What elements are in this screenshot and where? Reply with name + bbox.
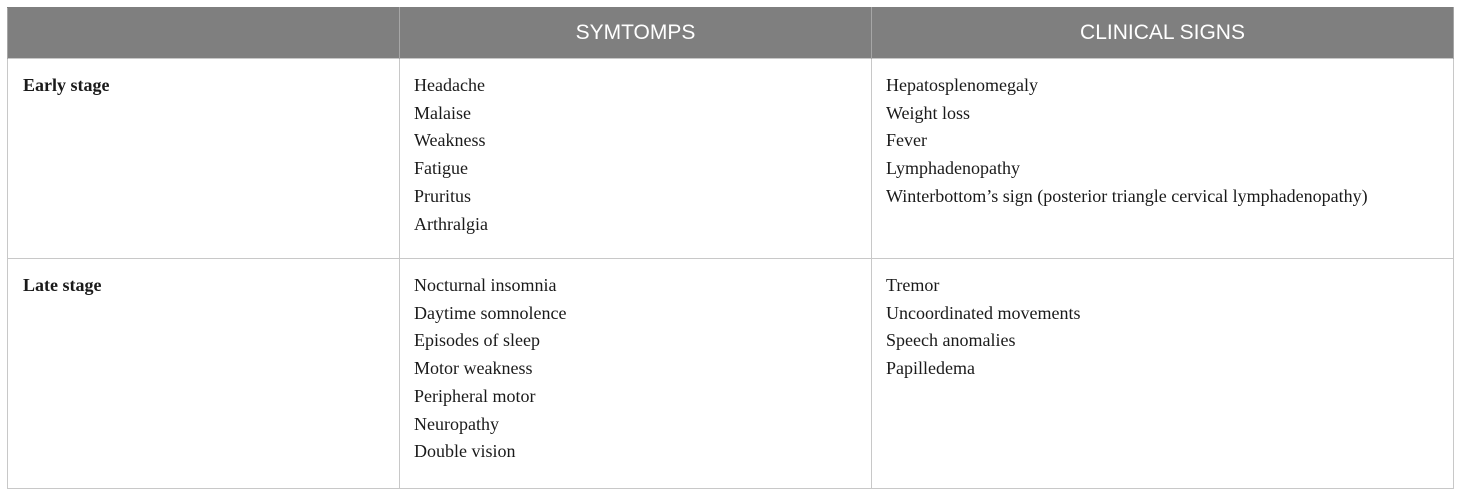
list-item: Papilledema: [886, 358, 975, 379]
list-item: Pruritus: [414, 185, 472, 206]
clinical-signs-cell: [872, 259, 1454, 489]
list-item: Fever: [886, 130, 927, 151]
list-item: Daytime somnolence: [414, 302, 567, 323]
list-item: Malaise: [414, 102, 471, 123]
list-item: Lymphadenopathy: [886, 158, 1020, 179]
list-item: Motor weakness: [414, 358, 533, 379]
list-item: Double vision: [414, 441, 516, 462]
list-item: Tremor: [886, 275, 940, 295]
list-item: Neuropathy: [414, 413, 499, 434]
list-item: Peripheral motor: [414, 385, 536, 406]
table-row-early-stage: [8, 59, 1454, 259]
list-item: Uncoordinated movements: [886, 302, 1081, 323]
header-symptoms: SYMTOMPS: [400, 8, 872, 59]
list-item: Nocturnal insomnia: [414, 275, 557, 295]
symptoms-cell: [400, 259, 872, 489]
stage-table-container: [7, 7, 1453, 489]
stage-label: Late stage: [8, 259, 400, 489]
header-row: [8, 8, 1454, 59]
list-item: Speech anomalies: [886, 330, 1016, 351]
list-item: Winterbottom’s sign (posterior triangle cervical lymphadenopathy): [886, 185, 1368, 206]
list-item: Arthralgia: [414, 213, 488, 234]
list-item: Episodes of sleep: [414, 330, 540, 351]
clinical-signs-list: [886, 272, 1445, 383]
symptoms-cell: [400, 59, 872, 259]
symptoms-list: [414, 272, 863, 466]
clinical-signs-cell: [872, 59, 1454, 259]
table-row-late-stage: [8, 259, 1454, 489]
list-item: Hepatosplenomegaly: [886, 75, 1038, 95]
symptoms-list: [414, 72, 863, 238]
symptoms-signs-table: [7, 7, 1454, 489]
list-item: Weakness: [414, 130, 486, 151]
header-stage: [8, 8, 400, 59]
list-item: Headache: [414, 75, 485, 95]
clinical-signs-list: [886, 72, 1445, 211]
stage-label: Early stage: [8, 59, 400, 259]
list-item: Fatigue: [414, 158, 468, 179]
list-item: Weight loss: [886, 102, 971, 123]
header-clinical-signs: CLINICAL SIGNS: [872, 8, 1454, 59]
